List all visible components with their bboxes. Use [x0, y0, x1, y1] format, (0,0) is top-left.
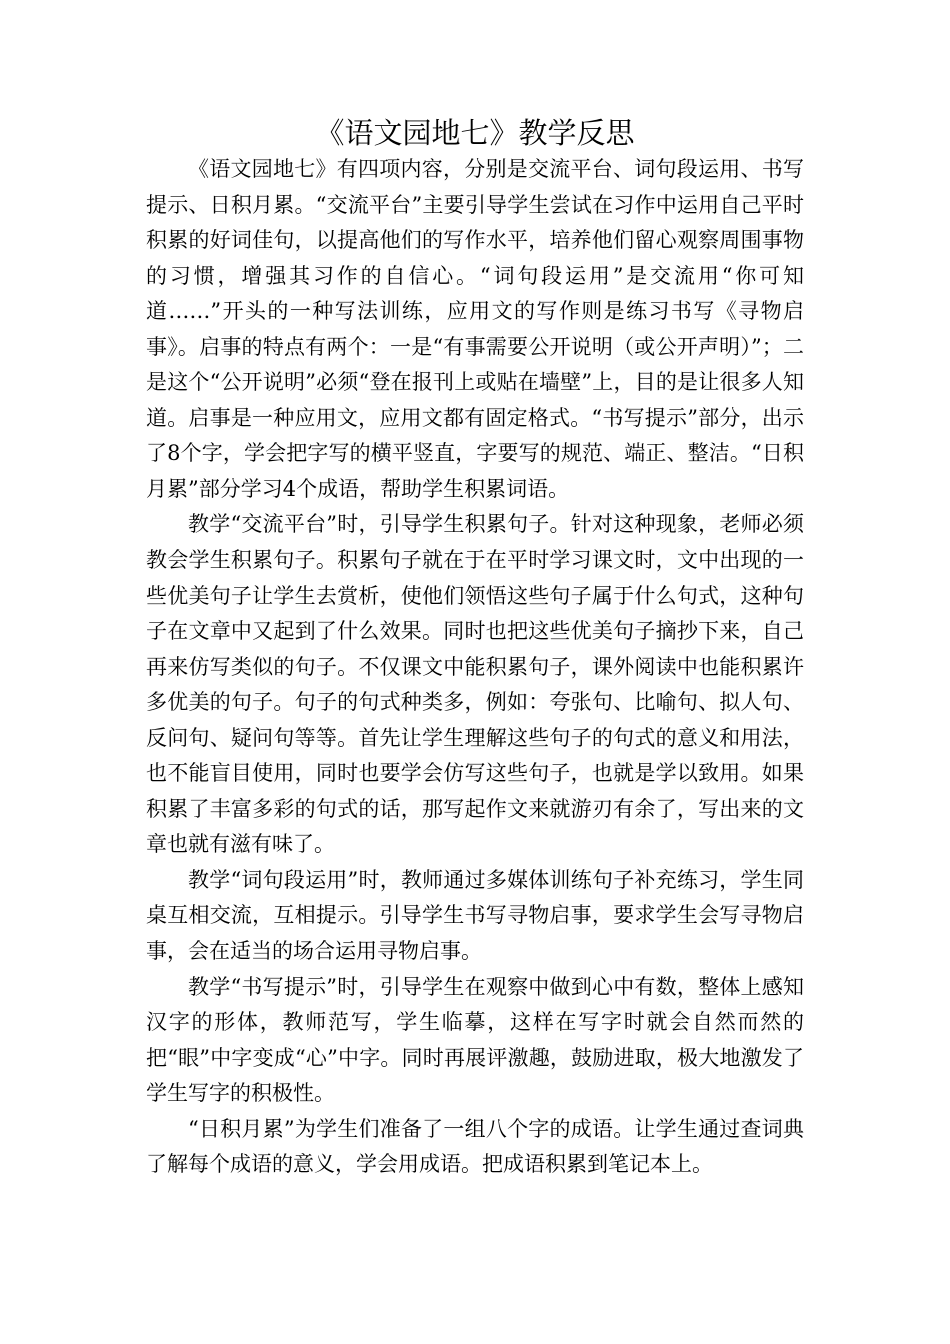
paragraph-overview: 《语文园地七》有四项内容，分别是交流平台、词句段运用、书写提示、日积月累。“交流平台”主要引导学生尝试在习作中运用自己平时积累的好词佳句，以提高他们的写作水平，培养他们留心观察周围事物的习惯，增强其习作的自信心。“词句段运用”是交流用“你可知道……”开头的一种写法训练，应用文的写作则是练习书写《寻物启事》。启事的特点有两个：一是“有事需要公开说明（或公开声明）”；二是这个“公开说明”必须“登在报刊上或贴在墙壁”上，目的是让很多人知道。启事是一种应用文，应用文都有固定格式。“书写提示”部分，出示了8个字，学会把字写的横平竖直，字要写的规范、端正、整洁。“日积月累”部分学习4个成语，帮助学生积累词语。	[146, 157, 804, 501]
document-body	[146, 152, 804, 1183]
paragraph-daily-accumulation: “日积月累”为学生们准备了一组八个字的成语。让学生通过查词典了解每个成语的意义，学会用成语。把成语积累到笔记本上。	[146, 1116, 804, 1177]
document-title: 《语文园地七》教学反思	[315, 116, 635, 150]
paragraph-exchange-platform: 教学“交流平台”时，引导学生积累句子。针对这种现象，老师必须教会学生积累句子。积累句子就在于在平时学习课文时，文中出现的一些优美句子让学生去赏析，使他们领悟这些句子属于什么句式，这种句子在文章中又起到了什么效果。同时也把这些优美句子摘抄下来，自己再来仿写类似的句子。不仅课文中能积累句子，课外阅读中也能积累许多优美的句子。句子的句式种类多，例如：夸张句、比喻句、拟人句、反问句、疑问句等等。首先让学生理解这些句子的句式的意义和用法，也不能盲目使用，同时也要学会仿写这些句子，也就是学以致用。如果积累了丰富多彩的句式的话，那写起作文来就游刃有余了，写出来的文章也就有滋有味了。	[146, 512, 804, 857]
paragraph-writing-tips: 教学“书写提示”时，引导学生在观察中做到心中有数，整体上感知汉字的形体，教师范写，学生临摹，这样在写字时就会自然而然的把“眼”中字变成“心”中字。同时再展评激趣，鼓励进取，极大地激发了学生写字的积极性。	[146, 974, 804, 1106]
paragraph-sentence-usage: 教学“词句段运用”时，教师通过多媒体训练句子补充练习，学生同桌互相交流，互相提示。引导学生书写寻物启事，要求学生会写寻物启事，会在适当的场合运用寻物启事。	[146, 867, 804, 964]
